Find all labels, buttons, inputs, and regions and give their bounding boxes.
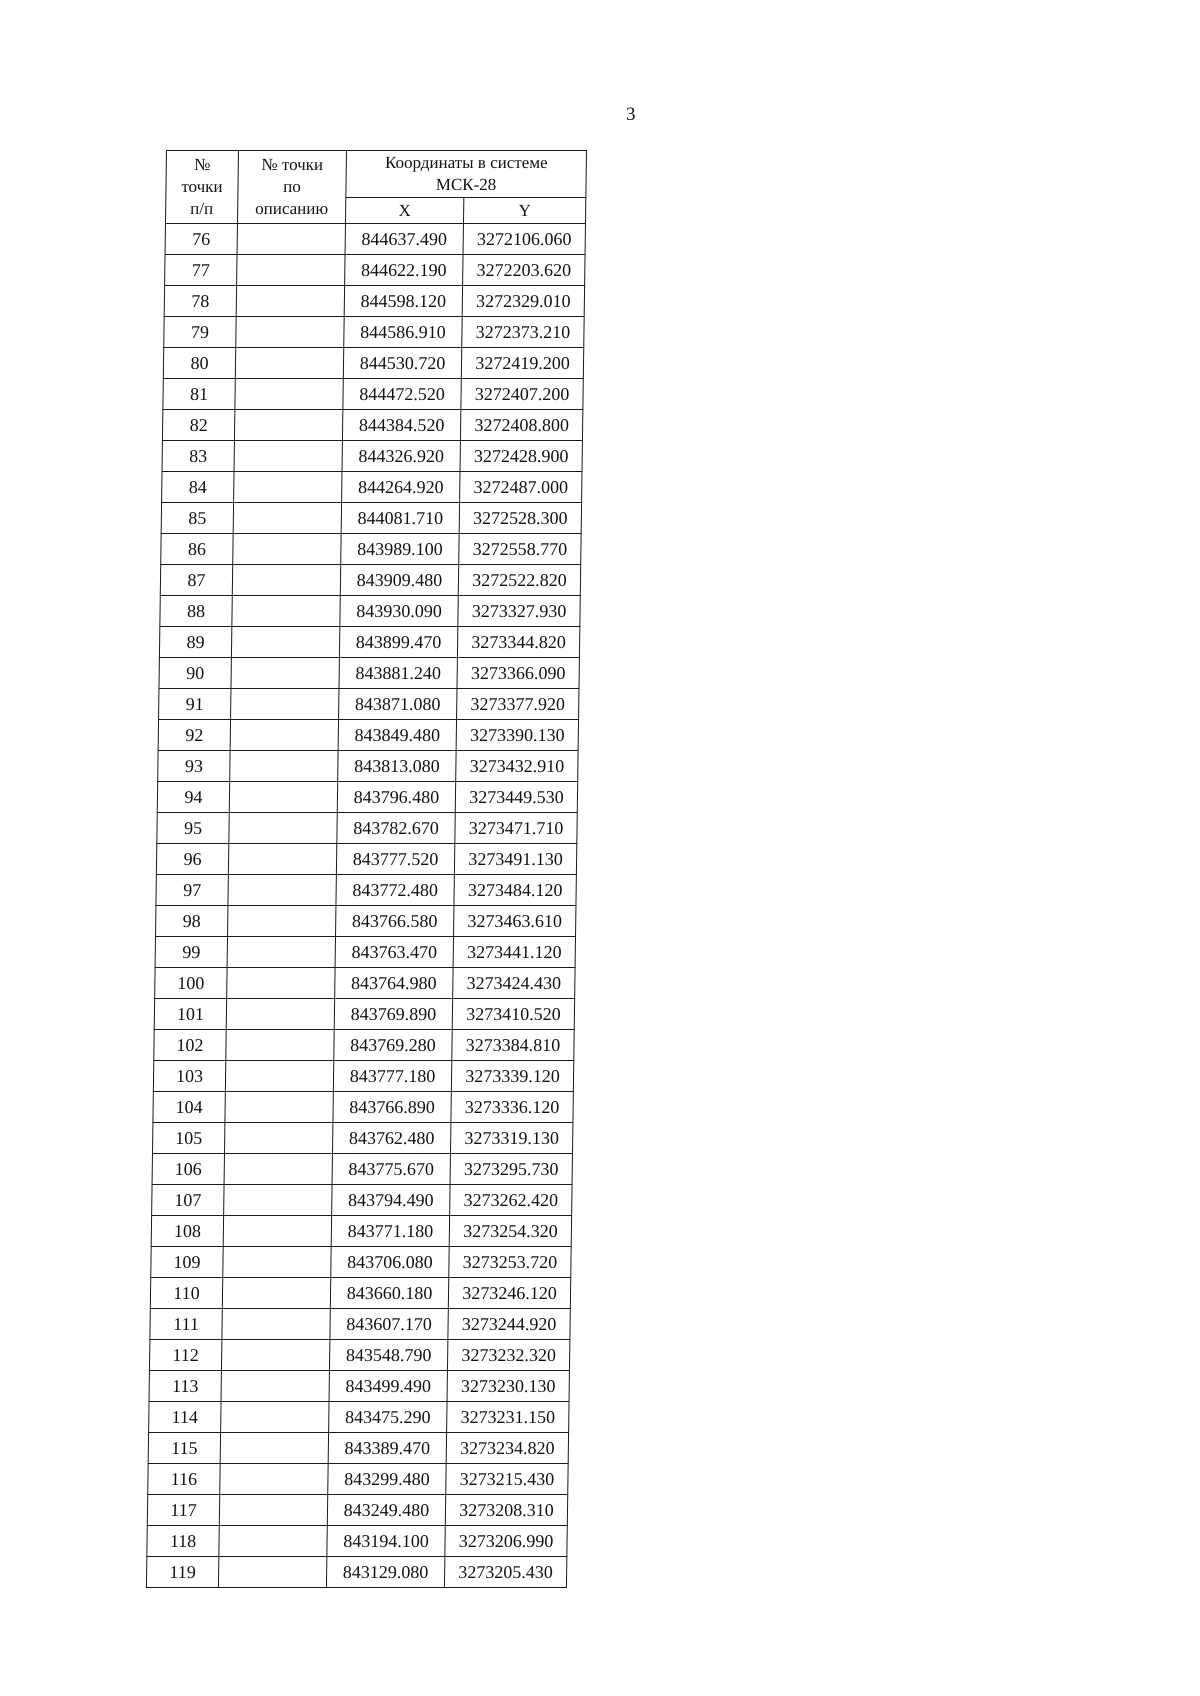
cell-point-number: 107 [152,1185,224,1216]
cell-y: 3273366.090 [457,658,579,689]
table-row [149,1340,569,1371]
cell-y: 3273262.420 [450,1185,572,1216]
cell-description-point [225,1061,333,1092]
cell-point-number: 92 [158,720,230,751]
cell-point-number: 85 [161,503,233,534]
cell-x: 843772.480 [336,875,454,906]
cell-y: 3273234.820 [446,1433,568,1464]
cell-point-number: 86 [161,534,233,565]
table-row [148,1433,568,1464]
cell-y: 3272106.060 [463,224,585,255]
coordinates-table [146,150,587,1588]
table-body [146,224,585,1588]
header-y: Y [463,198,585,224]
cell-y: 3272528.300 [459,503,581,534]
cell-description-point [232,565,340,596]
table-row [164,286,584,317]
cell-point-number: 98 [156,906,228,937]
cell-point-number: 97 [156,875,228,906]
cell-point-number: 83 [162,441,234,472]
cell-x: 843766.890 [333,1092,451,1123]
table-row [159,658,579,689]
cell-point-number: 103 [153,1061,225,1092]
cell-point-number: 113 [149,1371,221,1402]
table-row [153,1061,573,1092]
cell-point-number: 112 [149,1340,221,1371]
table-row [158,751,578,782]
cell-description-point [220,1464,328,1495]
table-row [157,813,577,844]
table-row [153,1092,573,1123]
cell-x: 843194.100 [327,1526,445,1557]
cell-y: 3273230.130 [447,1371,569,1402]
cell-point-number: 94 [157,782,229,813]
table-row [162,441,582,472]
cell-point-number: 88 [160,596,232,627]
cell-y: 3272558.770 [459,534,581,565]
table-row [165,255,585,286]
cell-description-point [223,1216,331,1247]
cell-description-point [237,255,345,286]
cell-point-number: 109 [151,1247,223,1278]
cell-point-number: 93 [158,751,230,782]
cell-y: 3272373.210 [462,317,584,348]
cell-point-number: 81 [163,379,235,410]
table-row [152,1123,572,1154]
page-number: 3 [626,104,636,125]
table-row [163,379,583,410]
cell-y: 3272408.800 [460,410,582,441]
cell-point-number: 82 [162,410,234,441]
cell-y: 3273390.130 [456,720,578,751]
table-row [162,410,582,441]
cell-x: 843782.670 [337,813,455,844]
header-description-line: № точки [261,155,324,174]
cell-y: 3273441.120 [453,937,575,968]
cell-y: 3273344.820 [457,627,579,658]
cell-x: 843777.520 [336,844,454,875]
cell-y: 3273253.720 [449,1247,571,1278]
cell-description-point [224,1154,332,1185]
cell-x: 844637.490 [345,224,463,255]
table-row [158,720,578,751]
cell-description-point [224,1185,332,1216]
table-row [146,1557,566,1588]
cell-description-point [234,441,342,472]
cell-y: 3273327.930 [458,596,580,627]
cell-y: 3273336.120 [451,1092,573,1123]
cell-point-number: 95 [157,813,229,844]
cell-description-point [231,627,339,658]
cell-description-point [229,813,337,844]
cell-description-point [219,1526,327,1557]
cell-x: 843764.980 [335,968,453,999]
cell-x: 844326.920 [342,441,460,472]
cell-description-point [221,1371,329,1402]
cell-point-number: 111 [150,1309,222,1340]
cell-description-point [226,999,334,1030]
table-row [149,1402,569,1433]
table-row [151,1247,571,1278]
cell-description-point [228,844,336,875]
cell-y: 3273319.130 [450,1123,572,1154]
cell-y: 3273471.710 [455,813,577,844]
table-row [147,1526,567,1557]
cell-point-number: 119 [146,1557,218,1588]
table-row [147,1495,567,1526]
cell-point-number: 99 [155,937,227,968]
table-row [161,503,581,534]
cell-x: 843775.670 [332,1154,450,1185]
cell-point-number: 96 [156,844,228,875]
cell-description-point [228,875,336,906]
table-row [161,534,581,565]
table-row [156,906,576,937]
table-row [156,844,576,875]
header-point-number [165,151,238,224]
cell-point-number: 115 [148,1433,220,1464]
cell-description-point [235,379,343,410]
cell-x: 843129.080 [326,1557,444,1588]
cell-y: 3273339.120 [451,1061,573,1092]
cell-description-point [234,472,342,503]
cell-description-point [229,782,337,813]
table-row [152,1154,572,1185]
header-point-number-line: п/п [190,199,214,218]
cell-x: 843794.490 [332,1185,450,1216]
cell-y: 3273206.990 [445,1526,567,1557]
table-row [152,1185,572,1216]
cell-x: 844530.720 [343,348,461,379]
cell-y: 3273384.810 [452,1030,574,1061]
table-row [155,968,575,999]
cell-y: 3273449.530 [455,782,577,813]
cell-x: 843881.240 [339,658,457,689]
cell-description-point [231,689,339,720]
cell-description-point [219,1495,327,1526]
cell-x: 843771.180 [331,1216,449,1247]
table-row [156,875,576,906]
cell-point-number: 106 [152,1154,224,1185]
cell-x: 843813.080 [338,751,456,782]
cell-point-number: 118 [147,1526,219,1557]
cell-point-number: 79 [164,317,236,348]
table-row [151,1216,571,1247]
cell-x: 843660.180 [330,1278,448,1309]
table-row [154,1030,574,1061]
cell-description-point [233,503,341,534]
header-description-line: по [283,177,301,196]
cell-x: 843909.480 [340,565,458,596]
cell-description-point [232,596,340,627]
cell-description-point [224,1123,332,1154]
cell-y: 3273205.430 [444,1557,566,1588]
cell-x: 843899.470 [339,627,457,658]
cell-y: 3272428.900 [460,441,582,472]
cell-x: 843766.580 [336,906,454,937]
cell-y: 3273295.730 [450,1154,572,1185]
cell-point-number: 104 [153,1092,225,1123]
cell-point-number: 90 [159,658,231,689]
cell-y: 3273208.310 [445,1495,567,1526]
cell-x: 843548.790 [329,1340,447,1371]
cell-x: 843871.080 [339,689,457,720]
table-row [155,937,575,968]
table-row [150,1278,570,1309]
header-coordinates-group [346,151,587,198]
table-row [157,782,577,813]
cell-y: 3273246.120 [448,1278,570,1309]
cell-description-point [221,1402,329,1433]
table-row [159,689,579,720]
cell-description-point [228,906,336,937]
table-row [160,565,580,596]
header-point-number-line: № [194,155,211,174]
cell-x: 843763.470 [335,937,453,968]
cell-point-number: 101 [154,999,226,1030]
cell-x: 844081.710 [341,503,459,534]
cell-y: 3273424.430 [453,968,575,999]
table-row [162,472,582,503]
cell-y: 3273215.430 [446,1464,568,1495]
cell-description-point [225,1092,333,1123]
table-row [150,1309,570,1340]
cell-description-point [227,968,335,999]
cell-point-number: 76 [165,224,237,255]
header-description-point [237,151,346,224]
cell-description-point [231,658,339,689]
cell-y: 3272407.200 [461,379,583,410]
cell-x: 843249.480 [327,1495,445,1526]
cell-y: 3273491.130 [454,844,576,875]
cell-description-point [234,410,342,441]
cell-description-point [236,286,344,317]
cell-x: 844472.520 [343,379,461,410]
cell-description-point [222,1278,330,1309]
cell-point-number: 105 [152,1123,224,1154]
table-row [159,627,579,658]
cell-point-number: 102 [154,1030,226,1061]
cell-description-point [233,534,341,565]
header-point-number-line: точки [181,177,223,196]
header-coordinates-line: Координаты в системе [384,153,548,172]
cell-description-point [226,1030,334,1061]
cell-x: 843762.480 [332,1123,450,1154]
cell-x: 844622.190 [345,255,463,286]
cell-description-point [223,1247,331,1278]
cell-point-number: 114 [149,1402,221,1433]
cell-point-number: 80 [163,348,235,379]
cell-x: 843607.170 [330,1309,448,1340]
table-row [164,317,584,348]
cell-description-point [227,937,335,968]
table-row [165,224,585,255]
cell-description-point [230,751,338,782]
cell-x: 843989.100 [341,534,459,565]
cell-x: 843769.890 [334,999,452,1030]
cell-point-number: 117 [147,1495,219,1526]
cell-description-point [237,224,345,255]
header-description-line: описанию [255,199,329,218]
cell-x: 844586.910 [344,317,462,348]
cell-x: 843930.090 [340,596,458,627]
cell-point-number: 116 [148,1464,220,1495]
cell-point-number: 91 [159,689,231,720]
cell-y: 3272419.200 [461,348,583,379]
cell-x: 843475.290 [329,1402,447,1433]
cell-point-number: 87 [160,565,232,596]
table-row [148,1464,568,1495]
cell-y: 3273232.320 [447,1340,569,1371]
cell-y: 3273432.910 [456,751,578,782]
cell-point-number: 100 [155,968,227,999]
cell-x: 843389.470 [328,1433,446,1464]
cell-description-point [236,317,344,348]
cell-point-number: 77 [165,255,237,286]
cell-x: 843777.180 [333,1061,451,1092]
cell-point-number: 84 [162,472,234,503]
cell-description-point [221,1340,329,1371]
cell-description-point [230,720,338,751]
cell-point-number: 108 [151,1216,223,1247]
cell-y: 3273410.520 [452,999,574,1030]
cell-x: 843499.490 [329,1371,447,1402]
cell-point-number: 78 [164,286,236,317]
cell-x: 843706.080 [331,1247,449,1278]
cell-y: 3273484.120 [454,875,576,906]
cell-y: 3272203.620 [463,255,585,286]
header-x: X [345,198,463,224]
header-coordinates-line: МСК-28 [435,175,497,194]
table-row [154,999,574,1030]
cell-y: 3272487.000 [460,472,582,503]
table-row [163,348,583,379]
cell-y: 3273463.610 [454,906,576,937]
table-row [149,1371,569,1402]
cell-y: 3272522.820 [458,565,580,596]
cell-y: 3273254.320 [449,1216,571,1247]
cell-x: 843769.280 [334,1030,452,1061]
cell-x: 844384.520 [342,410,460,441]
cell-description-point [218,1557,326,1588]
cell-point-number: 89 [159,627,231,658]
cell-x: 843299.480 [328,1464,446,1495]
cell-x: 844264.920 [342,472,460,503]
cell-x: 843849.480 [338,720,456,751]
cell-description-point [222,1309,330,1340]
cell-point-number: 110 [150,1278,222,1309]
cell-x: 843796.480 [337,782,455,813]
cell-x: 844598.120 [344,286,462,317]
cell-y: 3273244.920 [448,1309,570,1340]
table-row [160,596,580,627]
cell-description-point [235,348,343,379]
cell-y: 3273231.150 [447,1402,569,1433]
cell-y: 3272329.010 [462,286,584,317]
cell-y: 3273377.920 [457,689,579,720]
cell-description-point [220,1433,328,1464]
